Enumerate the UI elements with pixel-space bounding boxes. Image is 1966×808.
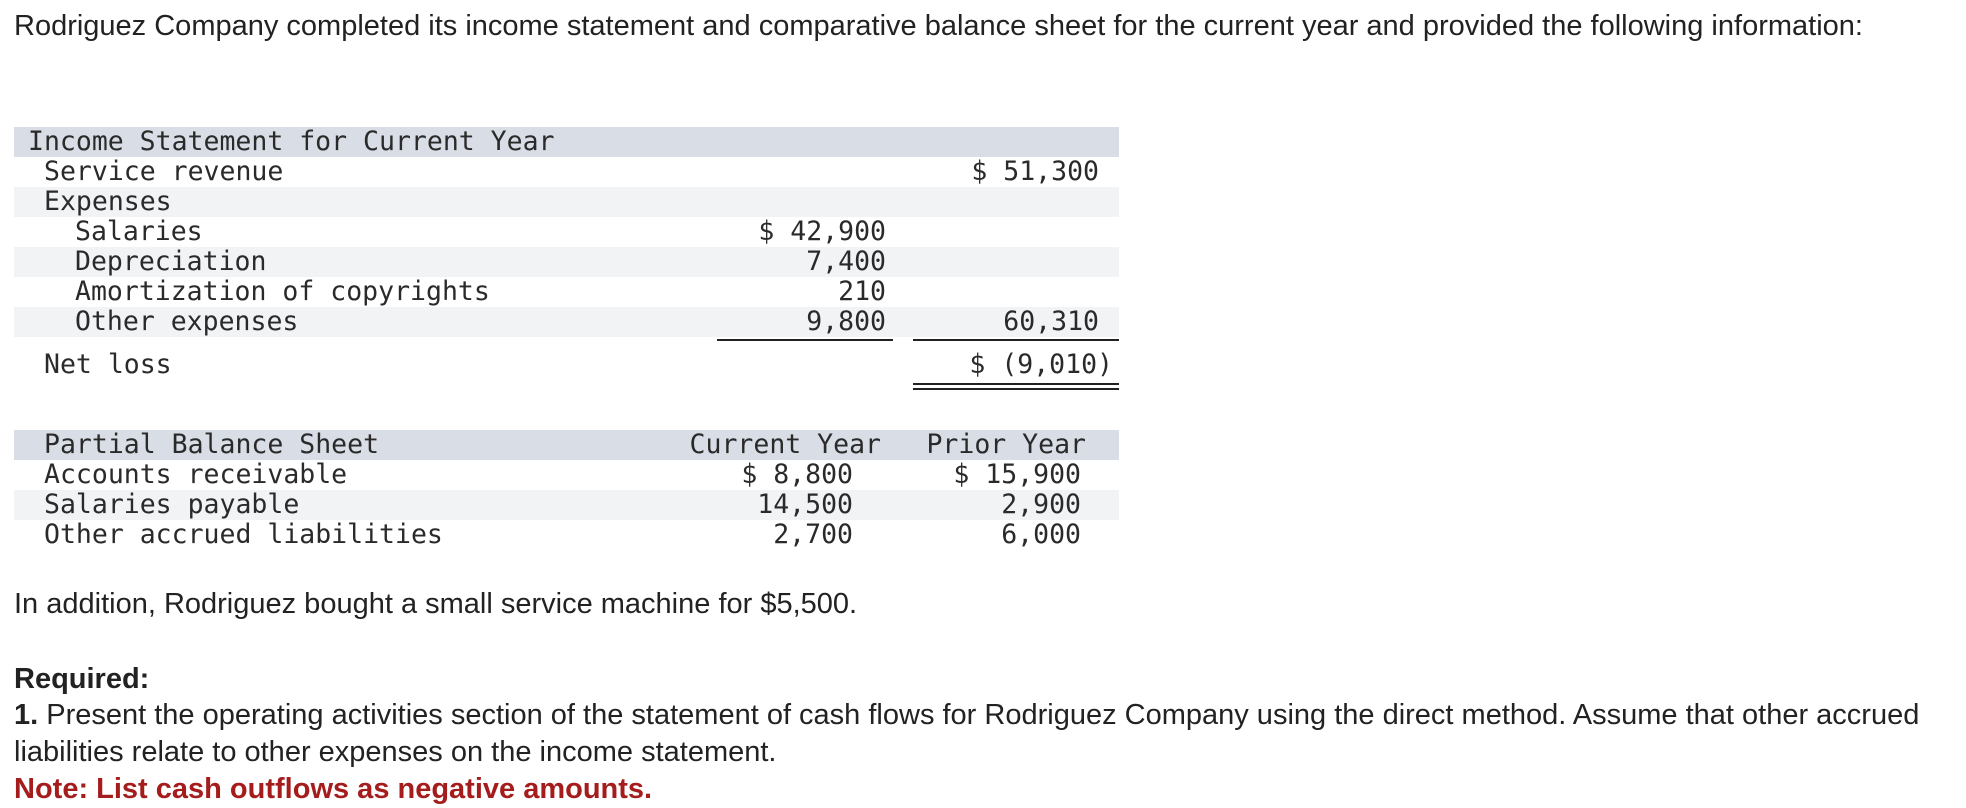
expenses-row (14, 187, 1119, 217)
total-expenses-value: 60,310 (1003, 306, 1099, 337)
income-statement-header-row (14, 127, 1119, 157)
amortization-value: 210 (838, 276, 886, 307)
balance-sheet-title: Partial Balance Sheet (44, 429, 380, 460)
requirement-1 (14, 697, 1934, 771)
amortization-row (14, 277, 1119, 307)
row-label: Salaries payable (44, 489, 300, 520)
depreciation-label: Depreciation (75, 246, 267, 277)
row-label: Accounts receivable (44, 459, 348, 490)
intro-text: Rodriguez Company completed its income statement and comparative balance sheet for the current year and provided the following information: (14, 10, 1863, 42)
service-revenue-value: $ 51,300 (971, 156, 1099, 187)
net-loss-label: Net loss (44, 349, 172, 380)
row-current: 14,500 (757, 489, 853, 520)
row-current: $ 8,800 (741, 459, 853, 490)
row-prior: 6,000 (1001, 519, 1081, 550)
total-underline (913, 339, 1119, 341)
net-loss-value: $ (9,010) (969, 349, 1113, 380)
expenses-label: Expenses (44, 186, 172, 217)
service-revenue-label: Service revenue (44, 156, 284, 187)
salaries-value: $ 42,900 (758, 216, 886, 247)
table-row (14, 460, 1119, 490)
addition-text: In addition, Rodriguez bought a small service machine for $5,500. (14, 588, 858, 620)
amortization-label: Amortization of copyrights (75, 276, 490, 307)
row-prior: $ 15,900 (953, 459, 1081, 490)
other-expenses-row (14, 307, 1119, 337)
other-expenses-value: 9,800 (806, 306, 886, 337)
depreciation-row (14, 247, 1119, 277)
expenses-underline (717, 339, 893, 341)
net-loss-double-underline (913, 383, 1119, 390)
depreciation-value: 7,400 (806, 246, 886, 277)
salaries-row (14, 217, 1119, 247)
col-current-year: Current Year (689, 429, 881, 460)
row-current: 2,700 (773, 519, 853, 550)
col-prior-year: Prior Year (926, 429, 1086, 460)
requirement-1-text: Present the operating activities section of the statement of cash flows for Rodriguez Company using the direct method. Assume that other accrued liabilities relate to other expenses on the income statement. (14, 699, 1920, 768)
requirement-1-number: 1. (14, 699, 39, 731)
note-text: Note: List cash outflows as negative amounts. (14, 773, 653, 805)
other-expenses-label: Other expenses (75, 306, 299, 337)
income-statement-title: Income Statement for Current Year (28, 126, 555, 157)
table-row (14, 490, 1119, 520)
balance-sheet-header-row (14, 430, 1119, 460)
row-prior: 2,900 (1001, 489, 1081, 520)
net-loss-row (14, 350, 1119, 380)
table-row (14, 520, 1119, 550)
row-label: Other accrued liabilities (44, 519, 443, 550)
service-revenue-row (14, 157, 1119, 187)
salaries-label: Salaries (75, 216, 203, 247)
required-heading: Required: (14, 663, 150, 695)
